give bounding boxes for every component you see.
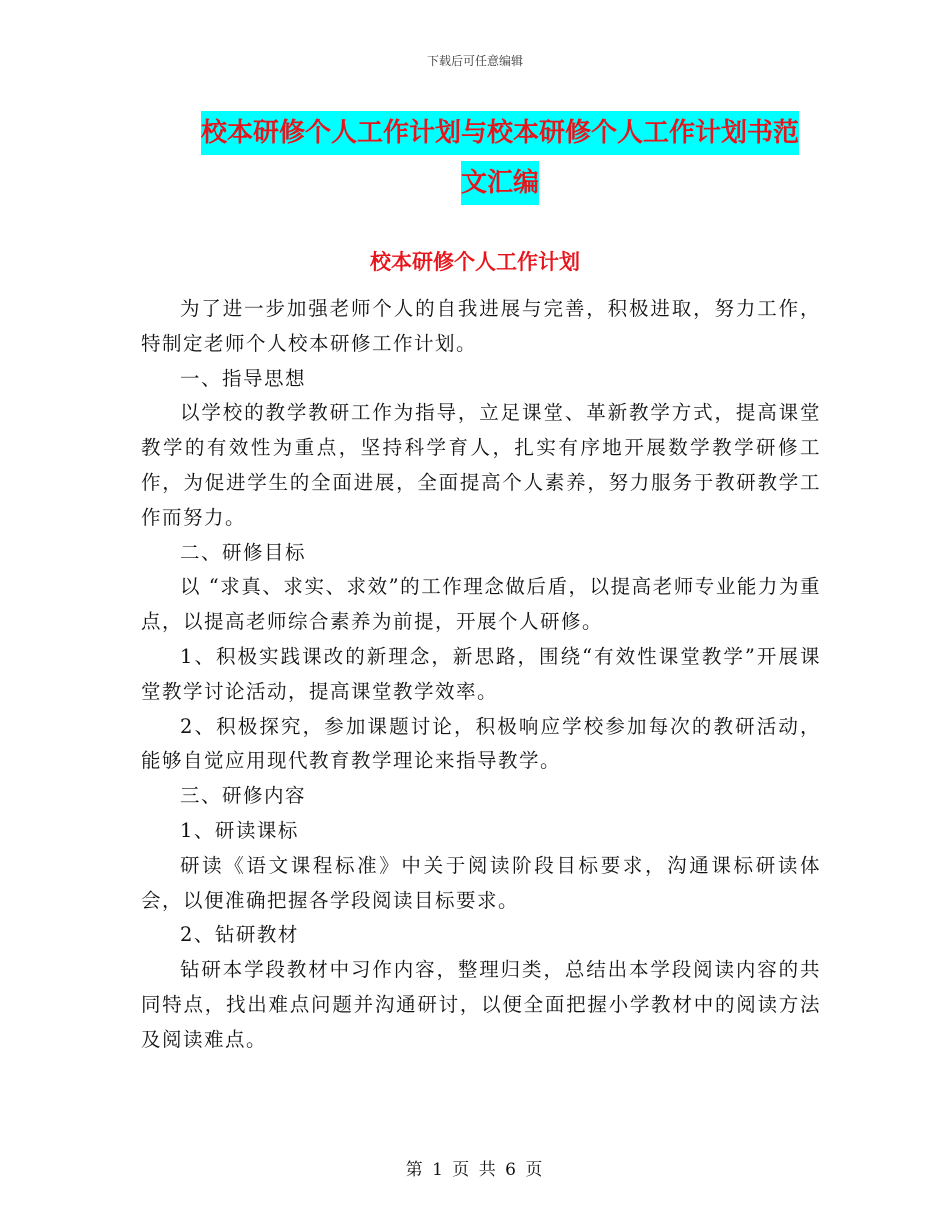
paragraph-intro: 为了进一步加强老师个人的自我进展与完善，积极进取，努力工作，特制定老师个人校本研修工作计划。 xyxy=(141,297,821,355)
page-header-note: 下载后可任意编辑 xyxy=(426,54,523,68)
subheading-study-standards: 1、研读课标 xyxy=(180,818,299,842)
document-title-line1: 校本研修个人工作计划与校本研修个人工作计划书范 xyxy=(201,111,799,155)
document-title xyxy=(140,108,860,208)
paragraph-study-standards: 研读《语文课程标准》中关于阅读阶段目标要求，沟通课标研读体会，以便准确把握各学段阅读目标要求。 xyxy=(141,853,821,912)
subheading-study-textbooks: 2、钻研教材 xyxy=(180,923,299,947)
paragraph-research-goals: 以 “求真、求实、求效”的工作理念做后盾，以提高老师专业能力为重点，以提高老师综合素养为前提，开展个人研修。 xyxy=(141,575,821,634)
paragraph-study-textbooks: 钻研本学段教材中习作内容，整理归类，总结出本学段阅读内容的共同特点，找出难点问题并沟通研讨，以便全面把握小学教材中的阅读方法及阅读难点。 xyxy=(141,958,821,1051)
paragraph-guiding-ideology: 以学校的教学教研工作为指导，立足课堂、革新教学方式，提高课堂教学的有效性为重点，坚持科学育人，扎实有序地开展数学教学研修工作，为促进学生的全面进展，全面提高个人素养，努力服务于教研教学工作而努力。 xyxy=(141,401,821,529)
heading-research-goals: 二、研修目标 xyxy=(180,540,307,564)
section-title: 校本研修个人工作计划 xyxy=(370,250,580,274)
paragraph-goal-2: 2、积极探究，参加课题讨论，积极响应学校参加每次的教研活动，能够自觉应用现代教育教学理论来指导教学。 xyxy=(141,714,821,773)
heading-research-content: 三、研修内容 xyxy=(180,784,307,808)
document-title-line2: 文汇编 xyxy=(461,161,539,205)
heading-guiding-ideology: 一、指导思想 xyxy=(180,366,307,390)
page-number: 第 1 页 共 6 页 xyxy=(405,1160,545,1180)
document-body xyxy=(141,292,821,1058)
paragraph-goal-1: 1、积极实践课改的新理念，新思路，围绕“有效性课堂教学”开展课堂教学讨论活动，提高课堂教学效率。 xyxy=(141,644,821,703)
